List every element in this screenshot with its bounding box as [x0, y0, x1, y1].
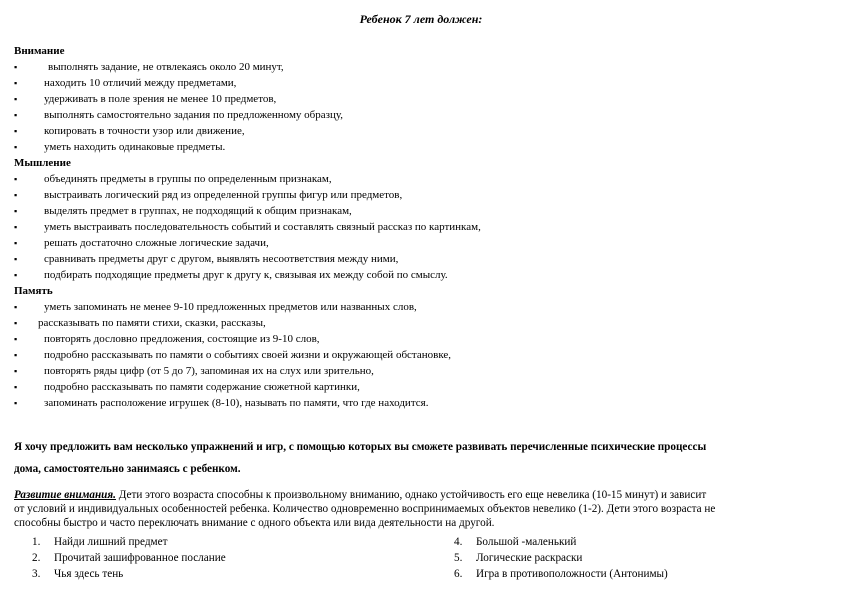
paragraph-line: от условий и индивидуальных особенностей ребенка. Количество одновременно воспринимаемых объектов невелико (1-2). Дети этого возраста не [14, 503, 716, 515]
intro-line: дома, самостоятельно занимаясь с ребенком. [14, 463, 241, 475]
bullet-icon: ▪ [14, 94, 18, 104]
paragraph-lead: Развитие внимания. [14, 489, 116, 501]
page-title: Ребенок 7 лет должен: [359, 12, 483, 26]
bullet-icon: ▪ [14, 382, 18, 392]
bullet-icon: ▪ [14, 222, 18, 232]
bullet-icon: ▪ [14, 110, 18, 120]
paragraph-line: Развитие внимания. Дети этого возраста способны к произвольному вниманию, однако устойчивость его еще невелика (10-15 минут) и зависит [14, 489, 707, 501]
bullet-icon: ▪ [14, 78, 18, 88]
section-heading-memory: Память [14, 285, 53, 297]
attention-paragraph [14, 488, 826, 530]
bullet-icon: ▪ [14, 366, 18, 376]
bullet-icon: ▪ [14, 398, 18, 408]
bullet-icon: ▪ [14, 174, 18, 184]
bullet-icon: ▪ [14, 238, 18, 248]
section-heading-attention: Внимание [14, 45, 65, 57]
bullet-icon: ▪ [14, 190, 18, 200]
bullet-icon: ▪ [14, 62, 18, 72]
bullet-icon: ▪ [14, 126, 18, 136]
bullet-icon: ▪ [14, 350, 18, 360]
bullet-icon: ▪ [14, 142, 18, 152]
bullet-icon: ▪ [14, 334, 18, 344]
paragraph-line: способны быстро и часто переключать внимание с одного объекта или вида деятельности на другой. [14, 517, 495, 529]
bullet-icon: ▪ [14, 206, 18, 216]
intro-paragraph [14, 436, 824, 480]
bullet-icon: ▪ [14, 302, 18, 312]
section-heading-thinking: Мышление [14, 157, 71, 169]
bullet-icon: ▪ [14, 318, 18, 328]
bullet-icon: ▪ [14, 270, 18, 280]
intro-line: Я хочу предложить вам несколько упражнений и игр, с помощью которых вы сможете развивать перечисленные психические процессы [14, 441, 707, 453]
bullet-icon: ▪ [14, 254, 18, 264]
document-page: Ребенок 7 лет должен: Внимание ▪ выполнять задание, не отвлекаясь около 20 минут, ▪ находить 10 отличий между предметами, ▪ удерживать в поле зрения не менее 10 предметов, ▪ выполнять самостоятельно задания по предложенному образцу, ▪ копировать в точности узор или движение, ▪ уметь находить одинаковые предметы. Мышление ▪ объединять предметы в группы по определенным признакам, ▪ выстраивать логический ряд из определенной группы фигур или предметов, ▪ выделять предмет в группах, не подходящий к общим признакам, ▪ уметь выстраивать последовательность событий и составлять связный рассказ по картинкам, ▪ решать достаточно сложные логические задачи, ▪ сравнивать предметы друг с другом, выявлять несоответствия между ними, ▪ подбирать подходящие предметы друг к другу к, связывая их между собой по смыслу. Память ▪ уметь запоминать не менее 9-10 предложенных предметов или названных слов, ▪ рассказывать по памяти стихи, сказки, рассказы, ▪ повторять дословно предложения, состоящие из 9-10 слов, ▪ подробно рассказывать по памяти о событиях своей жизни и окружающей обстановке, ▪ повторять ряды цифр (от 5 до 7), запоминая их на слух или зрительно, ▪ подробно рассказывать по памяти содержание сюжетной картинки, ▪ запоминать расположение игрушек (8-10), называть по памяти, что где находится. Я хочу предложить вам несколько упражнений и игр, с помощью которых вы сможете развивать перечисленные психические процессы дома, самостоятельно занимаясь с ребенком. Развитие внимания. Дети этого возраста способны к произвольному вниманию, однако устойчивость его еще невелика (10-15 минут) и зависит от условий и индивидуальных особенностей ребенка. Количество одновременно воспринимаемых объектов невелико (1-2). Дети этого возраста не способны быстро и часто переключать внимание с одного объекта или вида деятельности на другой. 1. Найди лишний предмет 2. Прочитай зашифрованное послание 3. Чья здесь тень 4. Большой -маленький 5. Логические раскраски 6. Игра в противоположности (Антонимы) [0, 0, 842, 595]
